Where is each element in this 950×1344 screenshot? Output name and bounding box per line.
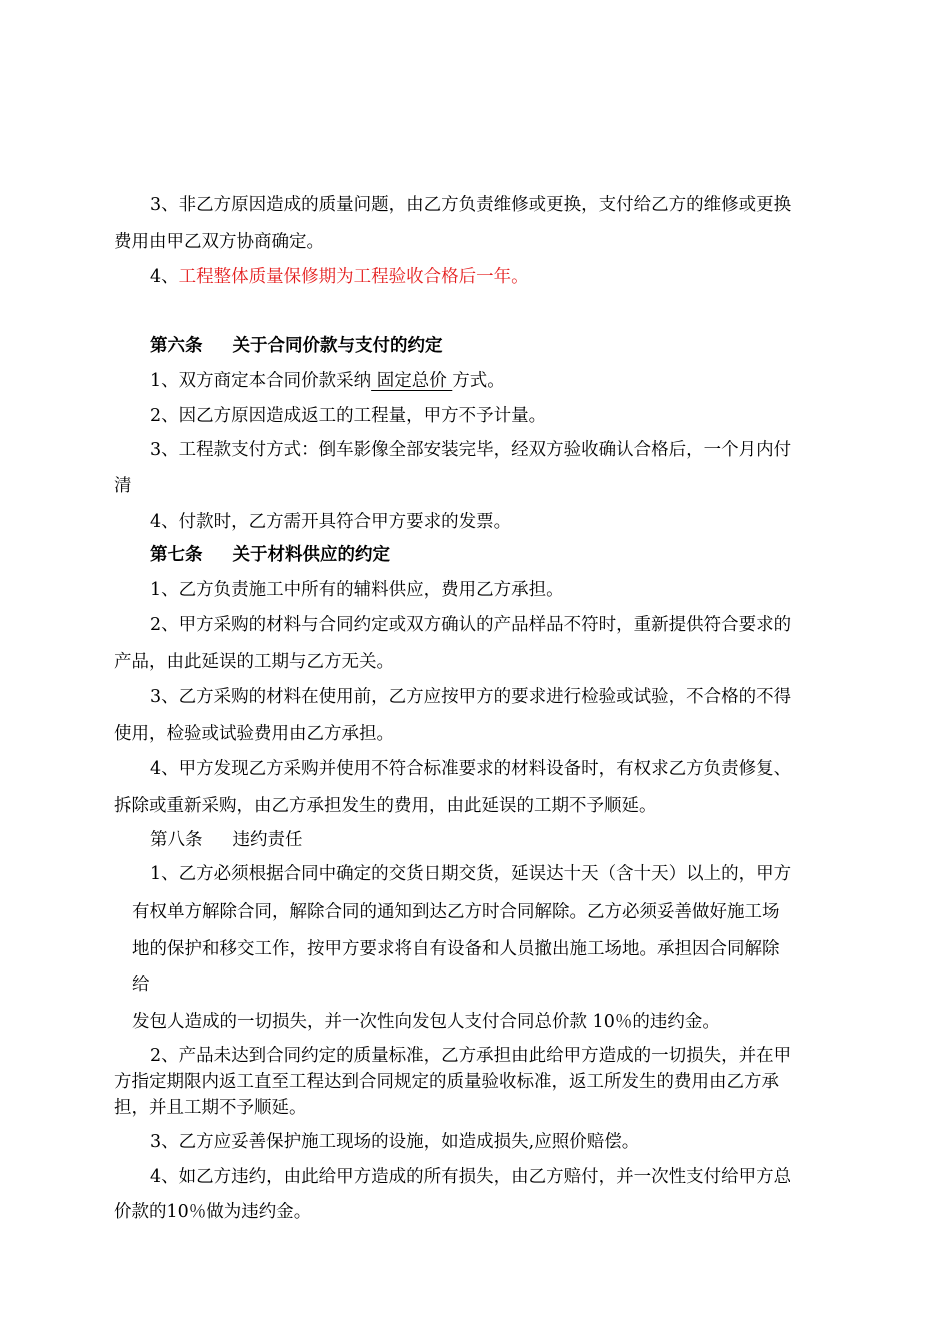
- warranty-period-highlight: 工程整体质量保修期为工程验收合格后一年。: [178, 267, 529, 287]
- s8-item1-line5: 发包人造成的一切损失，并一次性向发包人支付合同总价款 10％的违约金。: [132, 1012, 720, 1032]
- s8-item4-line2: 价款的10％做为违约金。: [114, 1202, 312, 1222]
- s6-item3-line1: 3、工程款支付方式：倒车影像全部安装完毕，经双方验收确认合格后，一个月内付: [150, 440, 792, 460]
- s8-item2-line3: 担，并且工期不予顺延。: [114, 1098, 307, 1118]
- s6-item1: [150, 369, 505, 393]
- s6-item1-prefix: 1、双方商定本合同价款采纳: [150, 371, 372, 391]
- s8-item1-line4: 给: [132, 975, 150, 995]
- section7-heading-title: 关于材料供应的约定: [232, 545, 390, 565]
- s8-item1-line2: 有权单方解除合同，解除合同的通知到达乙方时合同解除。乙方必须妥善做好施工场: [132, 902, 780, 922]
- section8-heading-title: 违约责任: [232, 830, 303, 850]
- section7-heading: [150, 543, 390, 567]
- s6-item2: 2、因乙方原因造成返工的工程量，甲方不予计量。: [150, 406, 547, 426]
- section7-heading-num: 第七条: [150, 545, 203, 565]
- s8-item2-line2: 方指定期限内返工直至工程达到合同规定的质量验收标准，返工所发生的费用由乙方承: [114, 1072, 779, 1092]
- section6-heading: [150, 334, 443, 358]
- s6-item4: 4、付款时，乙方需开具符合甲方要求的发票。: [150, 512, 512, 532]
- s5-item3-line2: 费用由甲乙双方协商确定。: [114, 232, 324, 252]
- section8-heading: [150, 828, 303, 852]
- pricing-method-field: 固定总价: [371, 371, 453, 391]
- s7-item4-line2: 拆除或重新采购，由乙方承担发生的费用，由此延误的工期不予顺延。: [114, 796, 657, 816]
- s8-item2-line1: 2、产品未达到合同约定的质量标准，乙方承担由此给甲方造成的一切损失，并在甲: [150, 1046, 792, 1066]
- s5-item3-line1: 3、非乙方原因造成的质量问题，由乙方负责维修或更换，支付给乙方的维修或更换: [150, 195, 792, 215]
- s8-item3: 3、乙方应妥善保护施工现场的设施，如造成损失,应照价赔偿。: [150, 1132, 640, 1152]
- section6-heading-num: 第六条: [150, 336, 203, 356]
- s7-item2-line1: 2、甲方采购的材料与合同约定或双方确认的产品样品不符时，重新提供符合要求的: [150, 615, 792, 635]
- s7-item4-line1: 4、甲方发现乙方采购并使用不符合标准要求的材料设备时，有权求乙方负责修复、: [150, 759, 792, 779]
- s7-item3-line2: 使用，检验或试验费用由乙方承担。: [114, 724, 394, 744]
- section6-heading-title: 关于合同价款与支付的约定: [232, 336, 443, 356]
- s8-item1-line1: 1、乙方必须根据合同中确定的交货日期交货，延误达十天（含十天）以上的，甲方: [150, 864, 792, 884]
- s7-item3-line1: 3、乙方采购的材料在使用前，乙方应按甲方的要求进行检验或试验，不合格的不得: [150, 687, 792, 707]
- s8-item1-line3: 地的保护和移交工作，按甲方要求将自有设备和人员撤出施工场地。承担因合同解除: [132, 939, 780, 959]
- s5-item4: [150, 265, 529, 289]
- s7-item2-line2: 产品，由此延误的工期与乙方无关。: [114, 652, 394, 672]
- s5-item4-prefix: 4、: [150, 267, 179, 287]
- s6-item3-line2: 清: [114, 476, 132, 496]
- s8-item4-line1: 4、如乙方违约，由此给甲方造成的所有损失，由乙方赔付，并一次性支付给甲方总: [150, 1167, 792, 1187]
- s6-item1-suffix: 方式。: [452, 371, 505, 391]
- s7-item1: 1、乙方负责施工中所有的辅料供应，费用乙方承担。: [150, 580, 564, 600]
- section8-heading-num: 第八条: [150, 830, 203, 850]
